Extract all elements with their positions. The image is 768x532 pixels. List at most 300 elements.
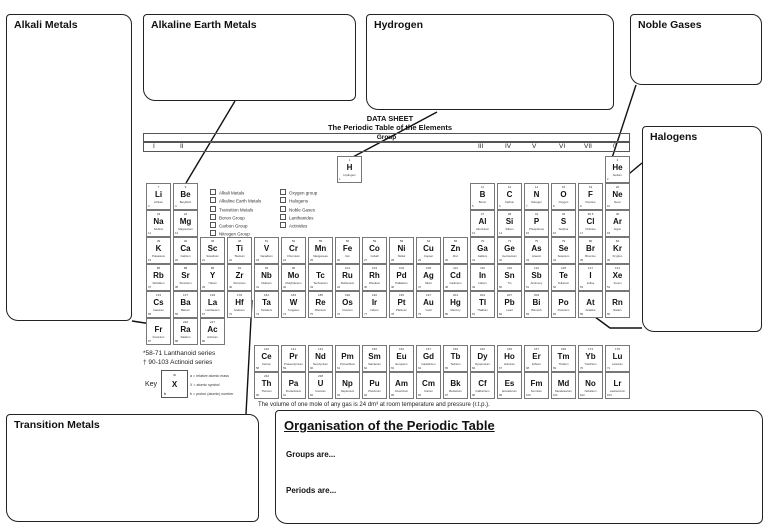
alkali-metals-box[interactable] bbox=[6, 14, 132, 321]
element-cell[interactable] bbox=[578, 345, 603, 372]
element-cell[interactable] bbox=[335, 291, 360, 318]
element-cell[interactable] bbox=[389, 345, 414, 372]
element-cell[interactable] bbox=[362, 345, 387, 372]
element-mass: 35.5 bbox=[587, 212, 594, 216]
element-mass: 165 bbox=[506, 347, 512, 351]
element-cell[interactable] bbox=[470, 291, 495, 318]
element-name: Hydrogen bbox=[343, 173, 356, 177]
key-description bbox=[190, 372, 233, 399]
group-number-0: 0 bbox=[613, 143, 617, 150]
element-mass: 131 bbox=[614, 266, 620, 270]
element-cell[interactable] bbox=[578, 237, 603, 264]
element-number: 34 bbox=[553, 258, 557, 262]
element-number: 72 bbox=[229, 312, 233, 316]
element-mass: 204 bbox=[479, 293, 485, 297]
element-number: 58 bbox=[256, 366, 260, 370]
element-mass: 201 bbox=[452, 293, 458, 297]
element-cell[interactable] bbox=[146, 183, 171, 210]
element-number: 7 bbox=[526, 204, 528, 208]
element-cell[interactable] bbox=[389, 264, 414, 291]
gas-volume-note: The volume of one mole of any gas is 24 dm³ at room temperature and pressure (r.t.p.). bbox=[258, 402, 490, 408]
element-cell[interactable] bbox=[524, 183, 549, 210]
element-name: Silicon bbox=[505, 227, 514, 231]
element-mass: 9 bbox=[184, 185, 187, 189]
element-name: Carbon bbox=[504, 200, 515, 204]
element-mass: 140 bbox=[263, 347, 269, 351]
element-name: Lead bbox=[506, 308, 513, 312]
element-symbol: Pr bbox=[289, 352, 298, 361]
element-mass: 32 bbox=[561, 212, 566, 216]
element-mass: 195 bbox=[398, 293, 404, 297]
element-cell[interactable] bbox=[470, 210, 495, 237]
element-number: 53 bbox=[580, 285, 584, 289]
element-mass: 48 bbox=[237, 239, 242, 243]
element-name: Berkelium bbox=[449, 389, 462, 393]
element-name: Praseodymium bbox=[284, 362, 303, 366]
element-cell[interactable] bbox=[200, 318, 225, 345]
element-mass: 150 bbox=[371, 347, 377, 351]
element-mass: 23 bbox=[156, 212, 161, 216]
element-number: 56 bbox=[175, 312, 179, 316]
element-cell[interactable] bbox=[605, 345, 630, 372]
legend-item: Nitrogen Group bbox=[210, 230, 261, 238]
element-cell[interactable] bbox=[173, 237, 198, 264]
element-mass: 80 bbox=[588, 239, 593, 243]
element-cell[interactable] bbox=[551, 264, 576, 291]
key-line-b: b = proton (atomic) number bbox=[190, 392, 234, 396]
element-number: 84 bbox=[553, 312, 557, 316]
element-symbol: Ru bbox=[342, 271, 353, 280]
element-cell[interactable] bbox=[146, 237, 171, 264]
element-name: Beryllium bbox=[179, 200, 192, 204]
noble-gases-label: Noble Gases bbox=[638, 19, 702, 31]
element-cell[interactable] bbox=[524, 264, 549, 291]
group-number-2: II bbox=[180, 143, 184, 150]
group-header bbox=[143, 133, 630, 142]
element-cell[interactable] bbox=[551, 345, 576, 372]
element-mass: 16 bbox=[561, 185, 566, 189]
element-cell[interactable] bbox=[254, 291, 279, 318]
element-symbol: O bbox=[560, 190, 567, 199]
element-number: 85 bbox=[580, 312, 584, 316]
element-symbol: Y bbox=[209, 271, 216, 280]
element-cell[interactable] bbox=[337, 156, 362, 183]
element-mass: 178 bbox=[236, 293, 242, 297]
element-cell[interactable] bbox=[497, 183, 522, 210]
hydrogen-box[interactable] bbox=[366, 14, 614, 110]
element-number: 89 bbox=[202, 339, 206, 343]
element-symbol: Po bbox=[558, 298, 569, 307]
element-mass: 103 bbox=[371, 266, 377, 270]
element-cell[interactable] bbox=[254, 264, 279, 291]
element-cell[interactable] bbox=[578, 264, 603, 291]
element-number: 28 bbox=[391, 258, 395, 262]
element-mass: 14 bbox=[534, 185, 539, 189]
element-symbol: Cl bbox=[586, 217, 595, 226]
element-number: 44 bbox=[337, 285, 341, 289]
element-mass: 112 bbox=[453, 266, 458, 270]
element-symbol: Zn bbox=[450, 244, 461, 253]
element-number: 100 bbox=[526, 393, 531, 397]
element-cell[interactable] bbox=[254, 372, 279, 399]
element-symbol: Pt bbox=[397, 298, 406, 307]
element-cell[interactable] bbox=[146, 264, 171, 291]
element-number: 16 bbox=[553, 231, 557, 235]
element-cell[interactable] bbox=[551, 183, 576, 210]
element-cell[interactable] bbox=[173, 210, 198, 237]
element-number: 71 bbox=[607, 366, 611, 370]
element-cell[interactable] bbox=[335, 264, 360, 291]
element-cell[interactable] bbox=[524, 237, 549, 264]
element-cell[interactable] bbox=[362, 264, 387, 291]
element-symbol: Cu bbox=[423, 244, 434, 253]
groups-prompt: Groups are... bbox=[286, 450, 336, 459]
element-number: 13 bbox=[472, 231, 476, 235]
element-cell[interactable] bbox=[227, 291, 252, 318]
element-number: 45 bbox=[364, 285, 368, 289]
element-name: Niobium bbox=[261, 281, 272, 285]
element-cell[interactable] bbox=[281, 345, 306, 372]
element-mass: 226 bbox=[182, 320, 188, 324]
element-symbol: Cd bbox=[450, 271, 461, 280]
element-cell[interactable] bbox=[470, 264, 495, 291]
element-cell[interactable] bbox=[173, 264, 198, 291]
element-name: Antimony bbox=[530, 281, 543, 285]
element-symbol: S bbox=[560, 217, 567, 226]
element-name: Mercury bbox=[450, 308, 461, 312]
element-number: 37 bbox=[148, 285, 152, 289]
element-cell[interactable] bbox=[470, 372, 495, 399]
element-number: 10 bbox=[607, 204, 611, 208]
element-number: 78 bbox=[391, 312, 395, 316]
element-name: Protactinium bbox=[285, 389, 302, 393]
element-cell[interactable] bbox=[443, 291, 468, 318]
element-symbol: Ir bbox=[371, 298, 378, 307]
element-symbol: Fr bbox=[154, 325, 163, 334]
element-symbol: Md bbox=[557, 379, 570, 388]
key-a: a bbox=[173, 372, 176, 377]
element-mass: 167 bbox=[533, 347, 539, 351]
element-cell[interactable] bbox=[605, 210, 630, 237]
element-mass: 27 bbox=[480, 212, 485, 216]
element-cell[interactable] bbox=[227, 264, 252, 291]
element-name: Vanadium bbox=[260, 254, 273, 258]
element-cell[interactable] bbox=[605, 372, 630, 399]
element-name: Uranium bbox=[315, 389, 326, 393]
element-cell[interactable] bbox=[281, 372, 306, 399]
halogens-box[interactable] bbox=[642, 126, 762, 332]
element-name: Cadmium bbox=[449, 281, 462, 285]
periods-prompt: Periods are... bbox=[286, 486, 337, 495]
element-number: 94 bbox=[364, 393, 368, 397]
element-mass: 56 bbox=[345, 239, 350, 243]
element-name: Molybdenum bbox=[285, 281, 302, 285]
group-number-6: VI bbox=[559, 143, 566, 150]
element-cell[interactable] bbox=[443, 237, 468, 264]
element-cell[interactable] bbox=[551, 210, 576, 237]
element-cell[interactable] bbox=[578, 291, 603, 318]
group-numbers-bar bbox=[143, 142, 630, 152]
element-name: Thorium bbox=[261, 389, 272, 393]
element-mass: 55 bbox=[318, 239, 323, 243]
element-cell[interactable] bbox=[200, 237, 225, 264]
element-number: 29 bbox=[418, 258, 422, 262]
element-cell[interactable] bbox=[308, 291, 333, 318]
element-mass: 65 bbox=[453, 239, 458, 243]
element-name: Neodymium bbox=[313, 362, 328, 366]
element-symbol: P bbox=[533, 217, 540, 226]
element-name: Chromium bbox=[287, 254, 300, 258]
element-symbol: Mo bbox=[287, 271, 300, 280]
element-cell[interactable] bbox=[416, 345, 441, 372]
element-number: 8 bbox=[553, 204, 555, 208]
element-cell[interactable] bbox=[524, 291, 549, 318]
element-cell[interactable] bbox=[497, 291, 522, 318]
element-symbol: Lr bbox=[613, 379, 622, 388]
element-symbol: Np bbox=[342, 379, 353, 388]
element-symbol: Dy bbox=[477, 352, 488, 361]
element-symbol: Bi bbox=[532, 298, 541, 307]
element-name: Rubidium bbox=[152, 281, 165, 285]
group-number-3: III bbox=[478, 143, 484, 150]
element-cell[interactable] bbox=[281, 291, 306, 318]
key-line-x: X = atomic symbol bbox=[190, 383, 220, 387]
element-cell[interactable] bbox=[497, 210, 522, 237]
element-cell[interactable] bbox=[362, 372, 387, 399]
hydrogen-label: Hydrogen bbox=[374, 19, 424, 31]
key-cell bbox=[161, 370, 188, 398]
element-cell[interactable] bbox=[443, 372, 468, 399]
element-mass: 181 bbox=[263, 293, 269, 297]
element-mass: 184 bbox=[290, 293, 296, 297]
element-cell[interactable] bbox=[470, 345, 495, 372]
element-number: 17 bbox=[580, 231, 584, 235]
element-mass: 207 bbox=[506, 293, 512, 297]
element-name: Bromine bbox=[585, 254, 596, 258]
element-cell[interactable] bbox=[335, 372, 360, 399]
element-cell[interactable] bbox=[389, 372, 414, 399]
element-number: 102 bbox=[580, 393, 585, 397]
element-symbol: Be bbox=[180, 190, 191, 199]
element-number: 43 bbox=[310, 285, 314, 289]
element-number: 95 bbox=[391, 393, 395, 397]
element-number: 62 bbox=[364, 366, 368, 370]
element-number: 12 bbox=[175, 231, 179, 235]
element-symbol: Tm bbox=[557, 352, 570, 361]
element-cell[interactable] bbox=[173, 318, 198, 345]
element-cell[interactable] bbox=[497, 264, 522, 291]
element-cell[interactable] bbox=[578, 183, 603, 210]
element-name: Samarium bbox=[368, 362, 381, 366]
element-number: 31 bbox=[472, 258, 476, 262]
element-cell[interactable] bbox=[308, 237, 333, 264]
element-name: Erbium bbox=[532, 362, 541, 366]
element-name: Krypton bbox=[612, 254, 623, 258]
element-symbol: Fm bbox=[530, 379, 543, 388]
element-cell[interactable] bbox=[416, 264, 441, 291]
element-cell[interactable] bbox=[578, 372, 603, 399]
element-cell[interactable] bbox=[551, 237, 576, 264]
element-name: Fluorine bbox=[585, 200, 596, 204]
element-cell[interactable] bbox=[605, 156, 630, 183]
element-number: 27 bbox=[364, 258, 368, 262]
element-symbol: Th bbox=[261, 379, 272, 388]
halogens-label: Halogens bbox=[650, 131, 698, 143]
element-name: Platinum bbox=[396, 308, 407, 312]
element-cell[interactable] bbox=[524, 345, 549, 372]
alkaline-earth-metals-box[interactable] bbox=[143, 14, 356, 101]
element-cell[interactable] bbox=[281, 237, 306, 264]
element-cell[interactable] bbox=[416, 237, 441, 264]
element-name: Chlorine bbox=[585, 227, 596, 231]
legend-item: Actinides bbox=[280, 222, 317, 230]
element-cell[interactable] bbox=[146, 318, 171, 345]
element-cell[interactable] bbox=[524, 210, 549, 237]
noble-gases-box[interactable] bbox=[630, 14, 762, 85]
element-symbol: Ti bbox=[236, 244, 243, 253]
element-cell[interactable] bbox=[173, 291, 198, 318]
element-name: Radon bbox=[613, 308, 622, 312]
legend-item: Oxygen group bbox=[280, 189, 317, 197]
element-cell[interactable] bbox=[578, 210, 603, 237]
element-mass: 186 bbox=[317, 293, 323, 297]
element-symbol: Cs bbox=[153, 298, 164, 307]
element-cell[interactable] bbox=[551, 291, 576, 318]
element-number: 26 bbox=[337, 258, 341, 262]
element-mass: 31 bbox=[534, 212, 539, 216]
element-cell[interactable] bbox=[470, 183, 495, 210]
element-mass: 115 bbox=[480, 266, 485, 270]
transition-metals-box[interactable] bbox=[6, 414, 259, 522]
element-symbol: In bbox=[478, 271, 487, 280]
element-mass: 108 bbox=[425, 266, 431, 270]
periodic-table-title: The Periodic Table of the Elements bbox=[327, 123, 453, 132]
element-name: Tin bbox=[507, 281, 512, 285]
element-mass: 137 bbox=[182, 293, 188, 297]
element-cell[interactable] bbox=[605, 183, 630, 210]
element-cell[interactable] bbox=[389, 291, 414, 318]
element-cell[interactable] bbox=[443, 264, 468, 291]
element-name: Einsteinium bbox=[502, 389, 517, 393]
element-cell[interactable] bbox=[605, 264, 630, 291]
element-cell[interactable] bbox=[146, 210, 171, 237]
element-cell[interactable] bbox=[605, 237, 630, 264]
element-cell[interactable] bbox=[173, 183, 198, 210]
element-cell[interactable] bbox=[281, 264, 306, 291]
element-number: 83 bbox=[526, 312, 530, 316]
element-cell[interactable] bbox=[551, 372, 576, 399]
element-cell[interactable] bbox=[497, 237, 522, 264]
element-name: Hafnium bbox=[234, 308, 245, 312]
element-symbol: Mn bbox=[314, 244, 327, 253]
element-name: Radium bbox=[180, 335, 191, 339]
element-name: Tungsten bbox=[287, 308, 300, 312]
element-mass: 88 bbox=[183, 266, 188, 270]
element-mass: 28 bbox=[507, 212, 512, 216]
element-name: Boron bbox=[478, 200, 487, 204]
element-cell[interactable] bbox=[254, 345, 279, 372]
element-number: 46 bbox=[391, 285, 395, 289]
element-cell[interactable] bbox=[470, 237, 495, 264]
element-symbol: Li bbox=[154, 190, 163, 199]
element-name: Cobalt bbox=[370, 254, 379, 258]
element-mass: 59 bbox=[399, 239, 404, 243]
element-symbol: Ni bbox=[397, 244, 406, 253]
element-number: 81 bbox=[472, 312, 476, 316]
element-symbol: Ga bbox=[477, 244, 488, 253]
element-symbol: Ba bbox=[180, 298, 191, 307]
element-cell[interactable] bbox=[416, 291, 441, 318]
element-cell[interactable] bbox=[227, 237, 252, 264]
element-cell[interactable] bbox=[308, 372, 333, 399]
element-mass: 51 bbox=[264, 239, 269, 243]
element-cell[interactable] bbox=[605, 291, 630, 318]
element-cell[interactable] bbox=[497, 345, 522, 372]
group-number-5: V bbox=[532, 143, 537, 150]
element-number: 96 bbox=[418, 393, 422, 397]
element-cell[interactable] bbox=[362, 237, 387, 264]
element-mass: 11 bbox=[480, 185, 485, 189]
element-name: Sulphur bbox=[558, 227, 569, 231]
element-symbol: Sn bbox=[504, 271, 515, 280]
element-number: 88 bbox=[175, 339, 179, 343]
element-number: 21 bbox=[202, 258, 206, 262]
element-name: Iron bbox=[345, 254, 350, 258]
element-symbol: Br bbox=[586, 244, 595, 253]
element-cell[interactable] bbox=[146, 291, 171, 318]
element-mass: 127 bbox=[587, 266, 593, 270]
element-number: 4 bbox=[175, 204, 177, 208]
element-cell[interactable] bbox=[389, 237, 414, 264]
element-cell[interactable] bbox=[335, 237, 360, 264]
element-symbol: Eu bbox=[396, 352, 407, 361]
element-mass: 93 bbox=[264, 266, 269, 270]
element-number: 87 bbox=[148, 339, 152, 343]
element-cell[interactable] bbox=[362, 291, 387, 318]
element-cell[interactable] bbox=[308, 264, 333, 291]
element-cell[interactable] bbox=[497, 372, 522, 399]
element-symbol: Pb bbox=[504, 298, 515, 307]
element-cell[interactable] bbox=[308, 345, 333, 372]
element-name: Thulium bbox=[558, 362, 569, 366]
alkali-metals-label: Alkali Metals bbox=[14, 19, 78, 31]
element-name: Helium bbox=[613, 173, 622, 177]
element-mass: 141 bbox=[290, 347, 296, 351]
element-cell[interactable] bbox=[524, 372, 549, 399]
element-cell[interactable] bbox=[254, 237, 279, 264]
element-symbol: Rn bbox=[612, 298, 623, 307]
element-cell[interactable] bbox=[416, 372, 441, 399]
element-symbol: F bbox=[588, 190, 593, 199]
element-name: Germanium bbox=[502, 254, 517, 258]
element-cell[interactable] bbox=[335, 345, 360, 372]
element-name: Mendelevium bbox=[555, 389, 572, 393]
element-symbol: Ta bbox=[262, 298, 271, 307]
element-cell[interactable] bbox=[443, 345, 468, 372]
element-cell[interactable] bbox=[200, 264, 225, 291]
element-symbol: Zr bbox=[235, 271, 244, 280]
element-symbol: Sr bbox=[181, 271, 190, 280]
element-symbol: H bbox=[346, 163, 353, 172]
element-name: Neptunium bbox=[340, 389, 355, 393]
element-mass: 85 bbox=[156, 266, 161, 270]
element-number: 79 bbox=[418, 312, 422, 316]
element-symbol: Rh bbox=[369, 271, 380, 280]
element-number: 54 bbox=[607, 285, 611, 289]
element-cell[interactable] bbox=[200, 291, 225, 318]
element-number: 69 bbox=[553, 366, 557, 370]
element-number: 35 bbox=[580, 258, 584, 262]
